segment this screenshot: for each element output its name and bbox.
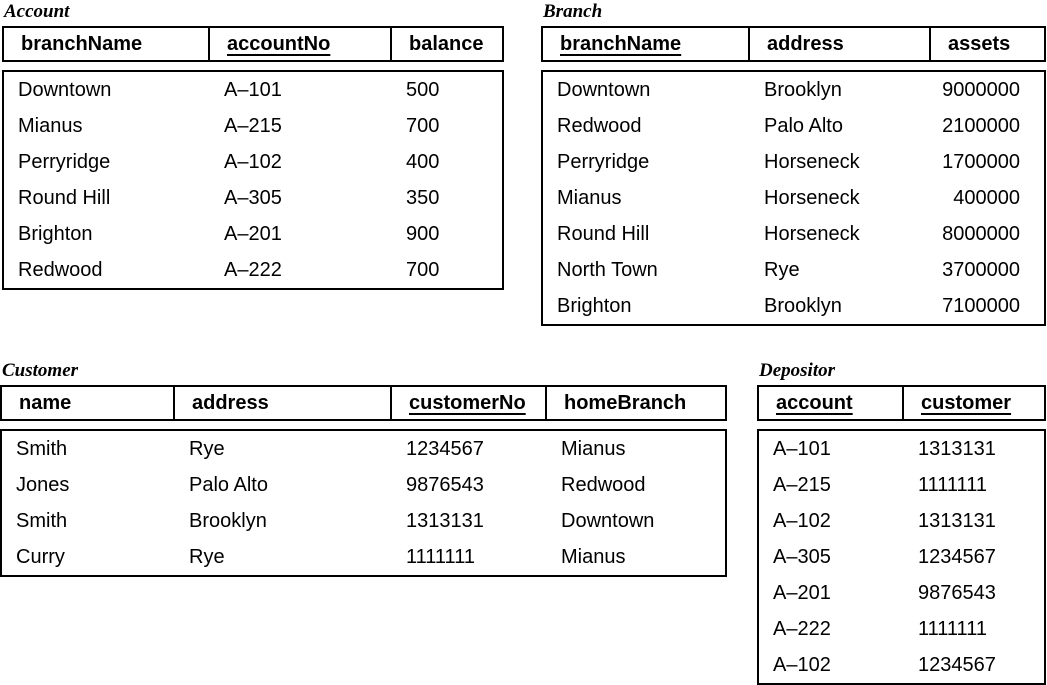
table-row xyxy=(2,539,725,575)
table-cell: Rye xyxy=(764,258,800,281)
table-row xyxy=(4,108,502,144)
table-cell: Perryridge xyxy=(18,150,111,173)
table-row xyxy=(543,288,1044,324)
table-row xyxy=(543,108,1044,144)
table-cell: Rye xyxy=(189,437,225,460)
table-cell: 7100000 xyxy=(942,294,1020,317)
table-row xyxy=(543,180,1044,216)
depositor-table-title: Depositor xyxy=(759,360,835,381)
table-row xyxy=(759,575,1044,611)
table-cell: Horseneck xyxy=(764,186,860,209)
table-row xyxy=(4,144,502,180)
table-cell: 2100000 xyxy=(942,114,1020,137)
table-cell: Horseneck xyxy=(764,150,860,173)
branch-header-assets xyxy=(931,28,1044,60)
branch-table xyxy=(541,2,1046,326)
table-cell: Mianus xyxy=(561,437,626,460)
table-cell: Brighton xyxy=(557,294,632,317)
depositor-table xyxy=(757,361,1046,685)
account-header-accountNo xyxy=(210,28,392,60)
table-row xyxy=(4,180,502,216)
table-cell: Palo Alto xyxy=(764,114,843,137)
table-cell: 350 xyxy=(406,186,440,209)
column-header-label: homeBranch xyxy=(564,391,687,414)
table-cell: Mianus xyxy=(561,545,626,568)
table-cell: 1234567 xyxy=(406,437,484,460)
depositor-header-row xyxy=(757,385,1046,421)
table-cell: Redwood xyxy=(561,473,646,496)
table-row xyxy=(759,431,1044,467)
account-header-balance xyxy=(392,28,502,60)
table-cell: A–222 xyxy=(773,617,831,640)
table-cell: 8000000 xyxy=(942,222,1020,245)
table-cell: Brighton xyxy=(18,222,93,245)
table-row xyxy=(543,216,1044,252)
table-cell: 500 xyxy=(406,78,440,101)
depositor-table-body xyxy=(757,429,1046,685)
table-row xyxy=(543,252,1044,288)
table-cell: Palo Alto xyxy=(189,473,268,496)
table-cell: Mianus xyxy=(557,186,622,209)
table-cell: A–305 xyxy=(224,186,282,209)
table-cell: 9000000 xyxy=(942,78,1020,101)
table-row xyxy=(2,467,725,503)
table-cell: Curry xyxy=(16,545,65,568)
table-cell: 1111111 xyxy=(406,545,475,568)
table-cell: A–305 xyxy=(773,545,831,568)
account-table-title: Account xyxy=(4,1,70,22)
column-header-label: accountNo xyxy=(227,32,331,55)
table-row xyxy=(543,144,1044,180)
table-cell: 1313131 xyxy=(918,509,996,532)
table-cell: Perryridge xyxy=(557,150,650,173)
branch-header-row xyxy=(541,26,1046,62)
table-cell: A–215 xyxy=(773,473,831,496)
column-header-label: account xyxy=(776,391,853,414)
table-row xyxy=(759,647,1044,683)
branch-header-address xyxy=(750,28,931,60)
table-cell: 1111111 xyxy=(918,473,987,496)
table-cell: 1700000 xyxy=(942,150,1020,173)
table-cell: A–102 xyxy=(773,653,831,676)
column-header-label: address xyxy=(767,32,844,55)
table-cell: Mianus xyxy=(18,114,83,137)
table-cell: Jones xyxy=(16,473,70,496)
column-header-label: balance xyxy=(409,32,484,55)
customer-header-address xyxy=(175,387,392,419)
table-cell: A–101 xyxy=(224,78,282,101)
customer-header-row xyxy=(0,385,727,421)
table-cell: A–201 xyxy=(224,222,282,245)
table-row xyxy=(543,72,1044,108)
column-header-label: customer xyxy=(921,391,1012,414)
table-cell: 700 xyxy=(406,258,440,281)
table-cell: Downtown xyxy=(557,78,651,101)
table-cell: 1234567 xyxy=(918,653,996,676)
branch-header-branchName xyxy=(543,28,750,60)
account-header-branchName xyxy=(4,28,210,60)
column-header-label: customerNo xyxy=(409,391,526,414)
table-cell: Horseneck xyxy=(764,222,860,245)
customer-header-name xyxy=(2,387,175,419)
column-header-label: assets xyxy=(948,32,1011,55)
table-row xyxy=(2,503,725,539)
table-cell: 1234567 xyxy=(918,545,996,568)
table-cell: Rye xyxy=(189,545,225,568)
table-cell: Brooklyn xyxy=(764,294,842,317)
table-cell: 1313131 xyxy=(918,437,996,460)
table-cell: A–201 xyxy=(773,581,831,604)
table-cell: 9876543 xyxy=(918,581,996,604)
table-cell: Redwood xyxy=(557,114,642,137)
table-row xyxy=(4,72,502,108)
table-cell: Brooklyn xyxy=(764,78,842,101)
table-cell: Downtown xyxy=(18,78,112,101)
table-cell: A–101 xyxy=(773,437,831,460)
account-table xyxy=(2,2,504,290)
table-row xyxy=(759,611,1044,647)
table-cell: 3700000 xyxy=(942,258,1020,281)
depositor-header-account xyxy=(759,387,904,419)
table-cell: 700 xyxy=(406,114,440,137)
table-cell: Downtown xyxy=(561,509,655,532)
table-cell: Redwood xyxy=(18,258,103,281)
column-header-label: branchName xyxy=(560,32,682,55)
table-cell: Smith xyxy=(16,437,68,460)
branch-table-title: Branch xyxy=(543,1,603,22)
account-table-body xyxy=(2,70,504,290)
table-cell: Round Hill xyxy=(18,186,111,209)
table-cell: Smith xyxy=(16,509,68,532)
column-header-label: address xyxy=(192,391,269,414)
table-cell: A–215 xyxy=(224,114,282,137)
table-cell: 900 xyxy=(406,222,440,245)
column-header-label: branchName xyxy=(21,32,143,55)
depositor-header-customer xyxy=(904,387,1044,419)
table-cell: 1111111 xyxy=(918,617,987,640)
customer-table-title: Customer xyxy=(2,360,79,381)
table-row xyxy=(759,539,1044,575)
table-row xyxy=(4,252,502,288)
table-cell: A–222 xyxy=(224,258,282,281)
table-row xyxy=(4,216,502,252)
table-row xyxy=(759,467,1044,503)
table-cell: Brooklyn xyxy=(189,509,267,532)
column-header-label: name xyxy=(19,391,72,414)
table-cell: 1313131 xyxy=(406,509,484,532)
table-cell: A–102 xyxy=(224,150,282,173)
customer-header-customerNo xyxy=(392,387,547,419)
table-cell: 9876543 xyxy=(406,473,484,496)
table-cell: 400 xyxy=(406,150,440,173)
table-row xyxy=(2,431,725,467)
customer-table xyxy=(0,361,727,577)
table-cell: North Town xyxy=(557,258,658,281)
branch-table-body xyxy=(541,70,1046,326)
table-cell: 400000 xyxy=(953,186,1020,209)
table-cell: Round Hill xyxy=(557,222,650,245)
table-row xyxy=(759,503,1044,539)
customer-table-body xyxy=(0,429,727,577)
account-header-row xyxy=(2,26,504,62)
table-cell: A–102 xyxy=(773,509,831,532)
customer-header-homeBranch xyxy=(547,387,725,419)
